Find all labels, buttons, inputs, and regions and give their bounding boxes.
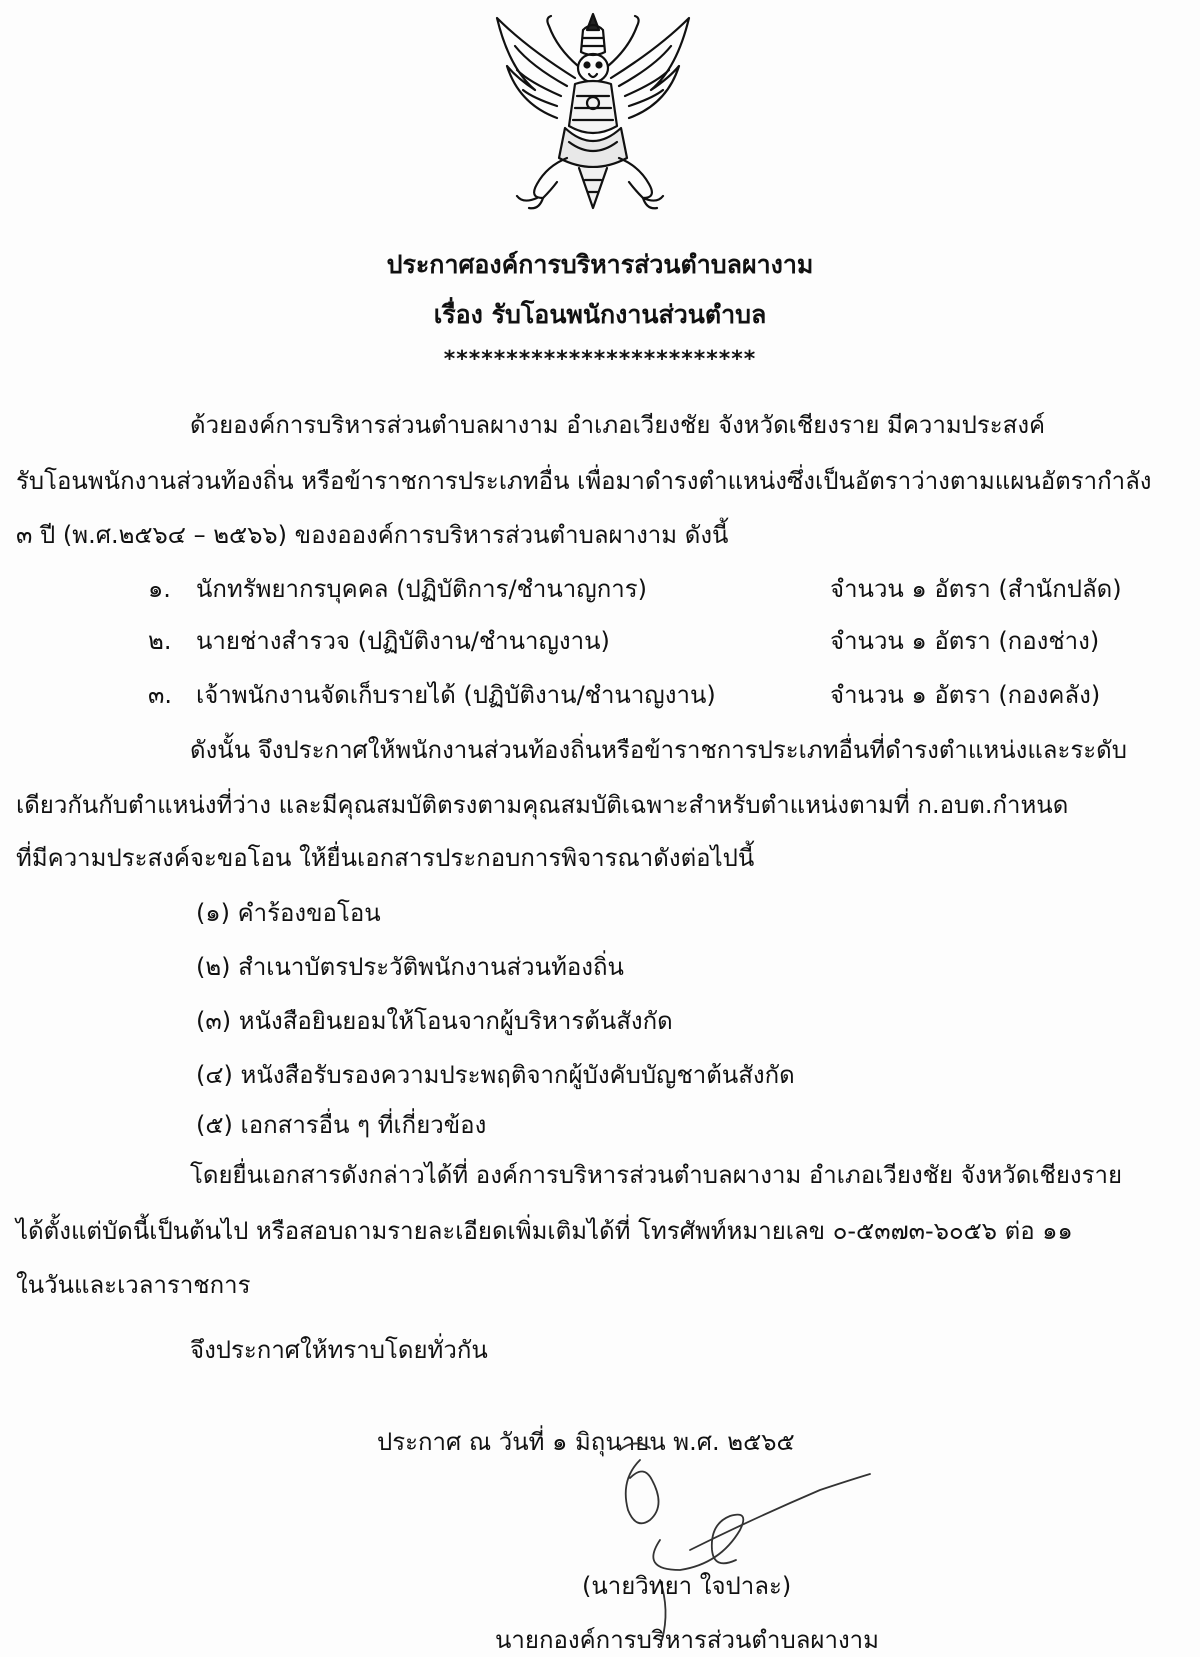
intro-line-1: ด้วยองค์การบริหารส่วนตำบลผางาม อำเภอเวียงชัย จังหวัดเชียงราย มีความประสงค์ bbox=[190, 411, 1046, 439]
announcement-title: ประกาศองค์การบริหารส่วนตำบลผางาม bbox=[386, 250, 814, 279]
document-item: (๔) หนังสือรับรองความประพฤติจากผู้บังคับบัญชาต้นสังกัด bbox=[196, 1061, 795, 1089]
document-item: (๕) เอกสารอื่น ๆ ที่เกี่ยวข้อง bbox=[196, 1111, 487, 1139]
position-quantity: จำนวน ๑ อัตรา (กองคลัง) bbox=[830, 681, 1101, 709]
requirements-line-2: เดียวกันกับตำแหน่งที่ว่าง และมีคุณสมบัติตรงตามคุณสมบัติเฉพาะสำหรับตำแหน่งตามที่ ก.อบต.กำหนด bbox=[16, 791, 1069, 819]
submission-line-2: ได้ตั้งแต่บัดนี้เป็นต้นไป หรือสอบถามรายละเอียดเพิ่มเติมได้ที่ โทรศัพท์หมายเลข ๐-๕๓๗๓-๖๐๕๖ ต่อ ๑๑ bbox=[16, 1217, 1073, 1245]
requirements-line-1: ดังนั้น จึงประกาศให้พนักงานส่วนท้องถิ่นหรือข้าราชการประเภทอื่นที่ดำรงตำแหน่งและระดับ bbox=[190, 736, 1127, 764]
announcement-date: ประกาศ ณ วันที่ ๑ มิถุนายน พ.ศ. ๒๕๖๕ bbox=[377, 1428, 795, 1456]
position-quantity: จำนวน ๑ อัตรา (กองช่าง) bbox=[830, 627, 1100, 655]
position-title: เจ้าพนักงานจัดเก็บรายได้ (ปฏิบัติงาน/ชำนาญงาน) bbox=[196, 681, 716, 709]
document-item: (๒) สำเนาบัตรประวัติพนักงานส่วนท้องถิ่น bbox=[196, 953, 624, 981]
announcement-subject: เรื่อง รับโอนพนักงานส่วนตำบล bbox=[433, 300, 767, 329]
signer-name: (นายวิทยา ใจปาละ) bbox=[582, 1572, 792, 1600]
position-number: ๒. bbox=[148, 627, 172, 655]
closing-statement: จึงประกาศให้ทราบโดยทั่วกัน bbox=[190, 1336, 488, 1364]
handwritten-signature bbox=[600, 1420, 900, 1660]
signer-position: นายกองค์การบริหารส่วนตำบลผางาม bbox=[495, 1626, 879, 1654]
intro-line-2: รับโอนพนักงานส่วนท้องถิ่น หรือข้าราชการประเภทอื่น เพื่อมาดำรงตำแหน่งซึ่งเป็นอัตราว่างตามแผนอัตรากำลัง bbox=[16, 467, 1152, 495]
submission-line-1: โดยยื่นเอกสารดังกล่าวได้ที่ องค์การบริหารส่วนตำบลผางาม อำเภอเวียงชัย จังหวัดเชียงราย bbox=[190, 1161, 1123, 1189]
position-number: ๑. bbox=[148, 575, 171, 603]
position-quantity: จำนวน ๑ อัตรา (สำนักปลัด) bbox=[830, 575, 1122, 603]
separator: ************************* bbox=[443, 347, 757, 372]
position-number: ๓. bbox=[148, 681, 173, 709]
position-title: นักทรัพยากรบุคคล (ปฏิบัติการ/ชำนาญการ) bbox=[196, 575, 647, 603]
intro-line-3: ๓ ปี (พ.ศ.๒๕๖๔ – ๒๕๖๖) ของอองค์การบริหารส่วนตำบลผางาม ดังนี้ bbox=[16, 521, 729, 549]
garuda-emblem-icon bbox=[487, 8, 699, 218]
document-item: (๓) หนังสือยินยอมให้โอนจากผู้บริหารต้นสังกัด bbox=[196, 1007, 673, 1035]
requirements-line-3: ที่มีความประสงค์จะขอโอน ให้ยื่นเอกสารประกอบการพิจารณาดังต่อไปนี้ bbox=[16, 844, 755, 872]
submission-line-3: ในวันและเวลาราชการ bbox=[16, 1271, 251, 1299]
position-title: นายช่างสำรวจ (ปฏิบัติงาน/ชำนาญงาน) bbox=[196, 627, 610, 655]
document-item: (๑) คำร้องขอโอน bbox=[196, 899, 381, 927]
